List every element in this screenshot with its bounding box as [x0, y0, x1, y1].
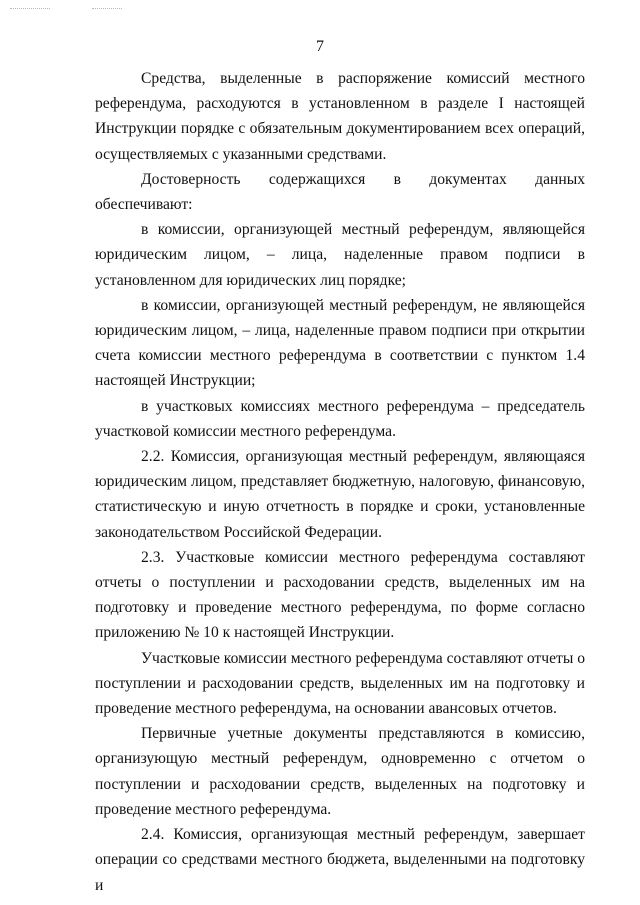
paragraph: 2.2. Комиссия, организующая местный референдум, являющаяся юридическим лицом, представляет бюджетную, налоговую, финансовую, статистическую и иную отчетность в порядке и сроки, установленные законодательством Российской Федерации. — [95, 448, 585, 541]
paragraph: в комиссии, организующей местный референдум, являющейся юридическим лицом, – лица, наделенные правом подписи в установленном для юридических лиц порядке; — [95, 221, 585, 289]
document-body — [95, 66, 585, 898]
paragraph: 2.3. Участковые комиссии местного референдума составляют отчеты о поступлении и расходовании средств, выделенных им на подготовку и проведение местного референдума, по форме согласно приложению № 10 к настоящей Инструкции. — [95, 548, 585, 642]
paragraph: Средства, выделенные в распоряжение комиссий местного референдума, расходуются в установленном в разделе I настоящей Инструкции порядке с обязательным документированием всех операций, осуществляемых с указанными средствами. — [95, 70, 585, 163]
scan-artifact — [92, 8, 122, 10]
paragraph: в участковых комиссиях местного референдума – председатель участковой комиссии местного референдума. — [95, 397, 585, 440]
paragraph: 2.4. Комиссия, организующая местный референдум, завершает операции со средствами местного бюджета, выделенными на подготовку и — [95, 826, 585, 894]
paragraph: Достоверность содержащихся в документах данных обеспечивают: — [95, 170, 585, 214]
page-number: 7 — [316, 38, 324, 55]
scan-artifact — [10, 8, 50, 10]
paragraph: Участковые комиссии местного референдума составляют отчеты о поступлении и расходовании средств, выделенных им на подготовку и проведение местного референдума, на основании авансовых отчетов. — [95, 649, 585, 718]
paragraph: в комиссии, организующей местный референдум, не являющейся юридическим лицом, – лица, наделенные правом подписи при открытии счета комиссии местного референдума в соответствии с пунктом 1.4 настоящей Инструкции; — [95, 296, 585, 390]
paragraph: Первичные учетные документы представляются в комиссию, организующую местный референдум, одновременно с отчетом о поступлении и расходовании средств, выделенных на подготовку и проведение местного референдума. — [95, 725, 585, 818]
